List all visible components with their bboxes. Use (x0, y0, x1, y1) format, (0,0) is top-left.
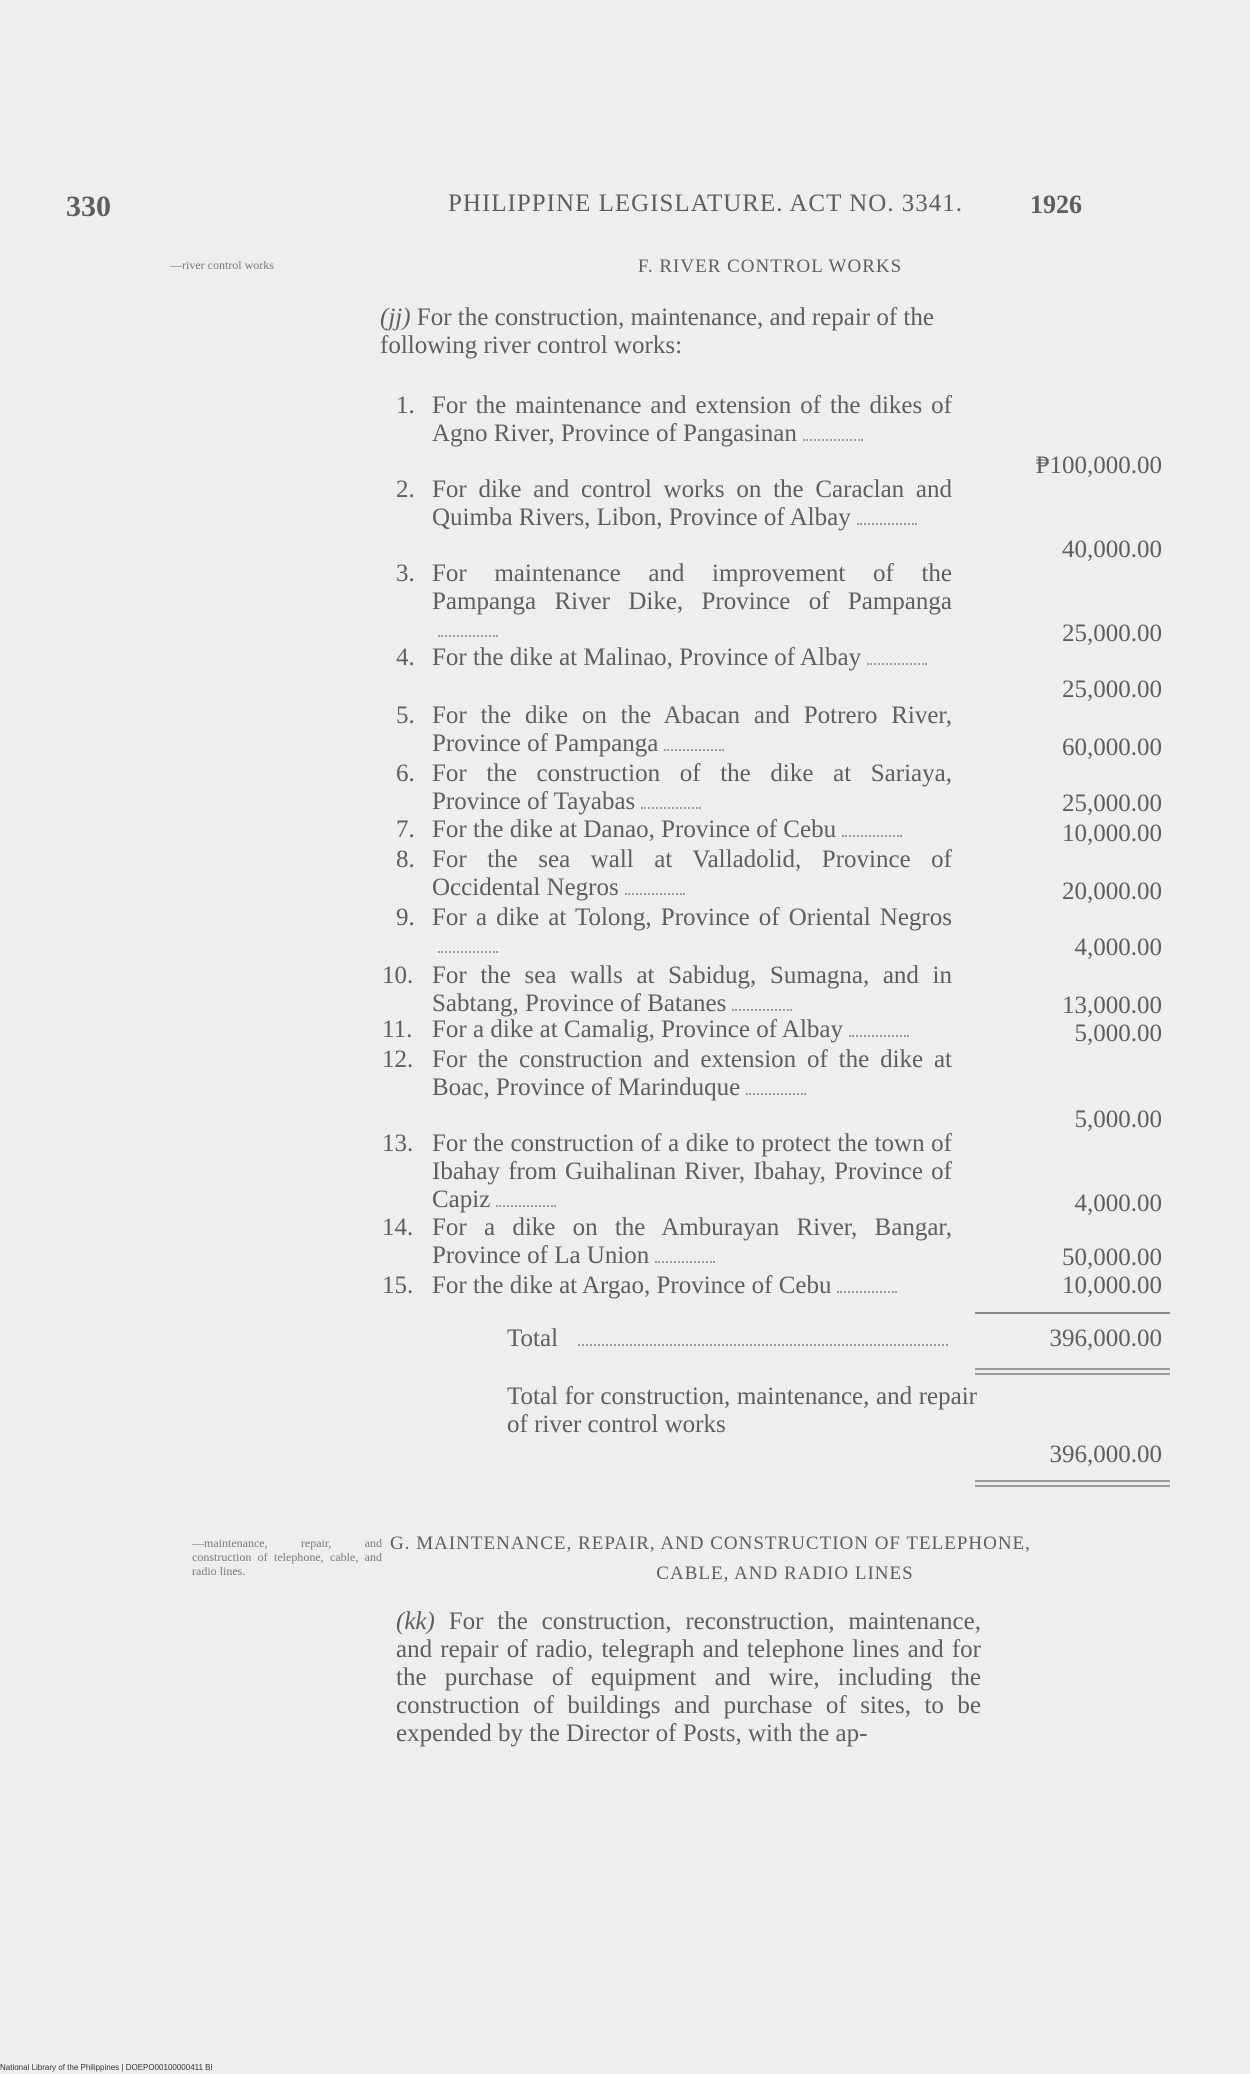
item-amount: 4,000.00 (1074, 934, 1162, 961)
item-number: 1. (396, 392, 415, 419)
leader-dots (849, 1017, 909, 1037)
leader-dots (857, 505, 917, 525)
item-amount: 13,000.00 (1062, 992, 1162, 1019)
item-amount: 60,000.00 (1062, 734, 1162, 761)
list-item (380, 644, 970, 672)
item-text (432, 816, 952, 844)
leader-dots (746, 1075, 806, 1095)
section-g-heading-line2: CABLE, AND RADIO LINES (656, 1563, 914, 1584)
item-amount: ₱100,000.00 (1035, 452, 1162, 479)
item-number: 6. (396, 760, 415, 787)
leader-dots (732, 991, 792, 1011)
item-number: 9. (396, 904, 415, 931)
intro-label-kk: (kk) (396, 1608, 435, 1635)
total-row (507, 1325, 977, 1353)
total-rule (975, 1312, 1170, 1314)
list-item (380, 1272, 970, 1300)
item-number: 7. (396, 816, 415, 843)
item-text-content: For the dike at Malinao, Province of Albay (432, 644, 862, 671)
total-amount: 396,000.00 (1049, 1325, 1162, 1352)
list-item (380, 1016, 970, 1044)
list-item (380, 560, 970, 644)
leader-dots (496, 1187, 556, 1207)
list-item (380, 1130, 970, 1214)
leader-dots (867, 645, 927, 665)
item-text-content: For a dike at Camalig, Province of Albay (432, 1016, 844, 1043)
leader-dots (641, 789, 701, 809)
item-amount: 5,000.00 (1074, 1106, 1162, 1133)
item-amount: 4,000.00 (1074, 1190, 1162, 1217)
item-text (432, 476, 952, 532)
leader-dots (842, 817, 902, 837)
leader-dots (578, 1326, 948, 1346)
list-item (380, 846, 970, 902)
leader-dots (438, 617, 498, 637)
item-number: 14. (382, 1214, 414, 1241)
item-text-content: For the dike at Argao, Province of Cebu (432, 1272, 832, 1299)
intro-text-kk: For the construction, reconstruction, maintenance, and repair of radio, telegraph and telephone lines and for the purchase of equipment and wire, including the construction of buildings and purchase of sites, to be expended by the Director of Posts, with the ap- (396, 1608, 981, 1747)
margin-note-telephone: —maintenance, repair, and construction of telephone, cable, and radio lines. (192, 1536, 382, 1578)
total-double-rule (975, 1368, 1170, 1375)
item-number: 4. (396, 644, 415, 671)
section-f-heading: F. RIVER CONTROL WORKS (637, 256, 903, 277)
item-text-content: For a dike at Tolong, Province of Oriental Negros (432, 904, 952, 931)
item-text-content: For maintenance and improvement of the Pampanga River Dike, Province of Pampanga (432, 560, 952, 615)
item-amount: 25,000.00 (1062, 620, 1162, 647)
item-text-content: For the sea wall at Valladolid, Province of Occidental Negros (432, 846, 952, 901)
item-text (432, 1214, 952, 1270)
item-number: 15. (382, 1272, 414, 1299)
item-text-content: For the sea walls at Sabidug, Sumagna, and in Sabtang, Province of Batanes (432, 962, 952, 1017)
item-text-content: For dike and control works on the Caraclan and Quimba Rivers, Libon, Province of Albay (432, 476, 952, 531)
item-text (432, 392, 952, 448)
item-text (432, 846, 952, 902)
margin-note-river-control: —river control works (170, 258, 274, 272)
list-item (380, 476, 970, 532)
item-number: 10. (382, 962, 414, 989)
leader-dots (803, 421, 863, 441)
item-amount: 5,000.00 (1074, 1020, 1162, 1047)
leader-dots (664, 731, 724, 751)
item-text (432, 760, 952, 816)
intro-label-jj: (jj) (380, 304, 411, 331)
grand-total-label: Total for construction, maintenance, and repair of river control works (507, 1383, 977, 1438)
item-text-content: For the construction of a dike to protect the town of Ibahay from Guihalinan River, Ibahay, Province of Capiz (432, 1130, 952, 1213)
intro-text-jj: For the construction, maintenance, and repair of the following river control works: (380, 304, 934, 359)
year: 1926 (1030, 190, 1082, 219)
section-g-heading-line1: G. MAINTENANCE, REPAIR, AND CONSTRUCTION OF TELEPHONE, (390, 1533, 1031, 1554)
grand-total-amount: 396,000.00 (1049, 1441, 1162, 1468)
total-label: Total (507, 1325, 559, 1352)
list-item (380, 702, 970, 758)
item-text-content: For a dike on the Amburayan River, Bangar, Province of La Union (432, 1214, 952, 1269)
leader-dots (655, 1243, 715, 1263)
item-text-content: For the dike on the Abacan and Potrero River, Province of Pampanga (432, 702, 952, 757)
item-amount: 20,000.00 (1062, 878, 1162, 905)
item-number: 11. (382, 1016, 413, 1043)
item-number: 12. (382, 1046, 414, 1073)
item-amount: 25,000.00 (1062, 676, 1162, 703)
section-f-intro (380, 304, 970, 360)
item-text (432, 1130, 952, 1214)
item-amount: 40,000.00 (1062, 536, 1162, 563)
item-text-content: For the construction of the dike at Sariaya, Province of Tayabas (432, 760, 952, 815)
item-text-content: For the dike at Danao, Province of Cebu (432, 816, 837, 843)
list-item (380, 392, 970, 448)
page-number: 330 (66, 190, 111, 223)
item-text (432, 1046, 952, 1102)
item-text (432, 702, 952, 758)
grand-total-double-rule (975, 1480, 1170, 1487)
item-text (432, 904, 952, 960)
list-item (380, 904, 970, 960)
item-text (432, 560, 952, 644)
list-item (380, 760, 970, 816)
list-item (380, 816, 970, 844)
item-amount: 25,000.00 (1062, 790, 1162, 817)
item-text (432, 1016, 952, 1044)
item-text (432, 962, 952, 1018)
item-text (432, 644, 952, 672)
item-amount: 10,000.00 (1062, 820, 1162, 847)
item-number: 5. (396, 702, 415, 729)
item-number: 2. (396, 476, 415, 503)
item-text-content: For the maintenance and extension of the dikes of Agno River, Province of Pangasinan (432, 392, 952, 447)
list-item (380, 1214, 970, 1270)
running-title: PHILIPPINE LEGISLATURE. ACT NO. 3341. (448, 190, 964, 217)
list-item (380, 1046, 970, 1102)
scan-credit: National Library of the Philippines | DOEPO00100000411 Bl (0, 2063, 213, 2072)
leader-dots (438, 933, 498, 953)
section-g-intro (396, 1608, 981, 1748)
item-number: 13. (382, 1130, 414, 1157)
item-number: 3. (396, 560, 415, 587)
list-item (380, 962, 970, 1018)
leader-dots (837, 1273, 897, 1293)
item-text-content: For the construction and extension of the dike at Boac, Province of Marinduque (432, 1046, 952, 1101)
item-amount: 50,000.00 (1062, 1244, 1162, 1271)
item-amount: 10,000.00 (1062, 1272, 1162, 1299)
item-text (432, 1272, 952, 1300)
item-number: 8. (396, 846, 415, 873)
leader-dots (625, 875, 685, 895)
